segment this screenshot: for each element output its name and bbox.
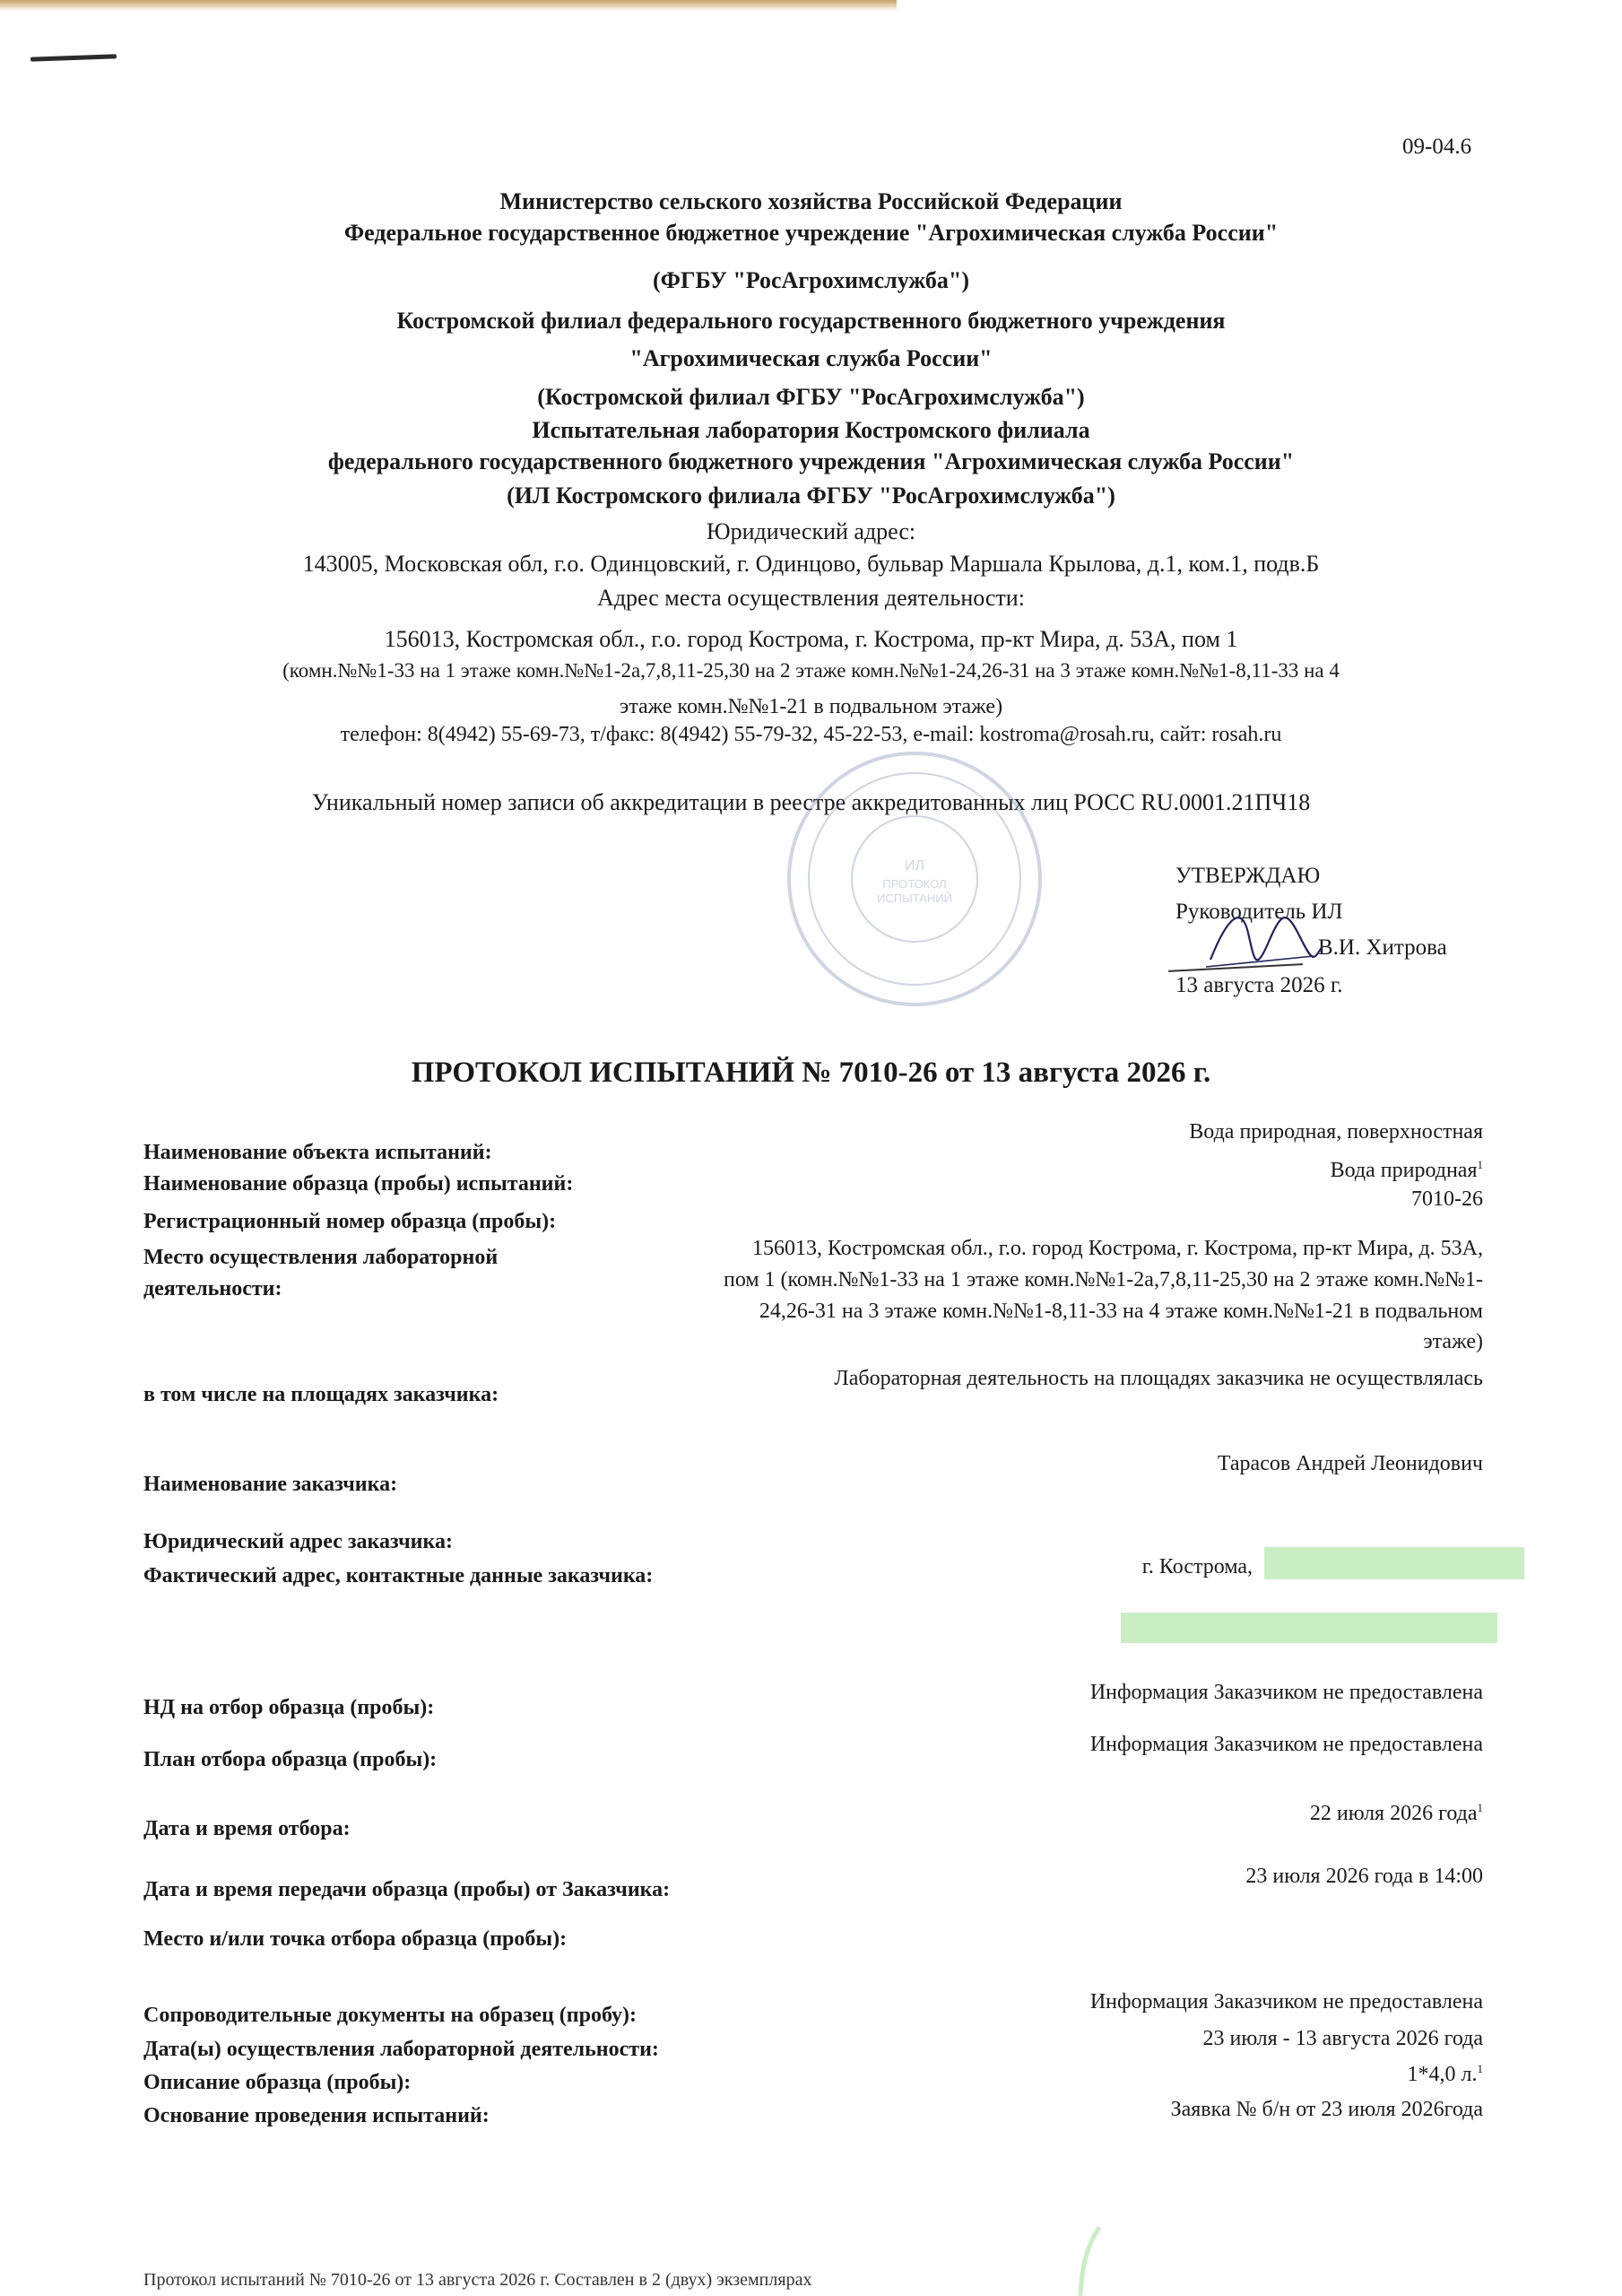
lab-short-name: (ИЛ Костромского филиала ФГБУ "РосАгрохимслужба") [507,483,1115,509]
accreditation-line: Уникальный номер записи об аккредитации в реестре аккредитованных лиц РОСС RU.0001.21ПЧ18 [311,789,1311,815]
field-label-sampling-point: Место и/или точка отбора образца (пробы): [143,1927,568,1951]
footnote-mark: 1 [1477,1801,1483,1814]
activity-address-line2: (комн.№№1-33 на 1 этаже комн.№№1-2а,7,8,11-25,30 на 2 этаже комн.№№1-24,26-31 на 3 этаже комн.№№1-8,11-33 на 4 [282,659,1340,682]
legal-address-label: Юридический адрес: [706,518,916,544]
field-value-sample-description: 1*4,0 л.$^1$ [1407,2062,1483,2086]
field-label-transfer-date: Дата и время передачи образца (пробы) от Заказчика: [143,1878,671,1901]
scan-edge [0,0,897,11]
field-label-customer-legal-address: Юридический адрес заказчика: [143,1530,453,1553]
field-value-customer-premises: Лабораторная деятельность на площадях заказчика не осуществлялась [834,1367,1483,1390]
ministry-name: Министерство сельского хозяйства Российской Федерации [499,188,1123,214]
field-label-lab-location: Место осуществления лабораторной деятельности: [143,1246,499,1300]
field-label-reg-number: Регистрационный номер образца (пробы): [143,1210,557,1233]
redaction-block [1121,1613,1497,1643]
field-value-test-object: Вода природная, поверхностная [1189,1120,1483,1144]
field-label-accompanying-docs: Сопроводительные документы на образец (пробу): [143,2004,638,2027]
field-label-sampling-date: Дата и время отбора: [143,1817,351,1840]
field-value-sample-name: Вода природная$^1$ [1330,1158,1483,1182]
contacts-line: телефон: 8(4942) 55-69-73, т/факс: 8(4942) 55-79-32, 45-22-53, e-mail: kostroma@rosah.ru, сайт: rosah.ru [340,723,1282,746]
branch-short-name: (Костромской филиал ФГБУ "РосАгрохимслужба") [537,384,1085,410]
lab-name-line2: федерального государственного бюджетного учреждения "Агрохимическая служба России" [327,448,1295,474]
approval-name: В.И. Хитрова [1318,935,1447,960]
footnote-mark: 1 [1477,1158,1483,1171]
field-value-transfer-date: 23 июля 2026 года в 14:00 [1245,1865,1483,1888]
field-value-sampling-date: 22 июля 2026 года$^1$ [1309,1801,1483,1825]
field-value-sampling-plan: Информация Заказчиком не предоставлена [1089,1733,1483,1756]
field-label-basis: Основание проведения испытаний: [143,2104,490,2127]
page-footer: Протокол испытаний № 7010-26 от 13 августа 2026 г. Составлен в 2 (двух) экземплярах [143,2270,812,2290]
highlighter-mark [1071,2224,1107,2296]
field-value-sampling-nd: Информация Заказчиком не предоставлена [1089,1681,1483,1704]
document-code: 09-04.6 [1402,135,1472,159]
activity-address-line1: 156013, Костромская обл., г.о. город Кострома, г. Кострома, пр-кт Мира, д. 53А, пом 1 [384,626,1238,652]
approval-title: УТВЕРЖДАЮ [1175,864,1321,888]
field-value-lab-location: 156013, Костромская обл., г.о. город Кострома, г. Кострома, пр-кт Мира, д. 53А, пом 1 (комн.№№1-33 на 1 этаже комн.№№1-2а,7,8,11-25,30 на 2 этаже комн.№№1-24,26-31 на 3 этаже комн.№№1-8,11-33 на 4 этаже комн.№№1-21 в подвальном этаже) [723,1237,1483,1354]
field-label-customer-actual-address: Фактический адрес, контактные данные заказчика: [143,1564,654,1587]
field-value-customer-name: Тарасов Андрей Леонидович [1217,1452,1483,1475]
field-label-sample-name: Наименование образца (пробы) испытаний: [143,1172,574,1196]
svg-text:ИЛ: ИЛ [905,858,924,874]
field-value-customer-actual-address: г. Кострома, [1141,1555,1253,1578]
field-value-accompanying-docs: Информация Заказчиком не предоставлена [1089,1990,1483,2013]
field-value-lab-dates: 23 июля - 13 августа 2026 года [1202,2027,1483,2050]
institution-short-name: (ФГБУ "РосАгрохимслужба") [652,267,970,293]
svg-text:ПРОТОКОЛ: ПРОТОКОЛ [882,877,947,891]
protocol-title: ПРОТОКОЛ ИСПЫТАНИЙ № 7010-26 от 13 августа 2026 г. [411,1057,1211,1089]
activity-address-label: Адрес места осуществления деятельности: [597,585,1025,611]
institution-name: Федеральное государственное бюджетное учреждение "Агрохимическая служба России" [343,220,1279,246]
approval-date: 13 августа 2026 г. [1175,973,1343,997]
approval-role: Руководитель ИЛ [1175,900,1343,924]
lab-name-line1: Испытательная лаборатория Костромского филиала [532,417,1090,443]
redaction-block [1264,1547,1524,1579]
field-label-sample-description: Описание образца (пробы): [143,2071,412,2094]
legal-address: 143005, Московская обл, г.о. Одинцовский, г. Одинцово, бульвар Маршала Крылова, д.1, ком.1, подв.Б [302,551,1320,577]
footnote-mark: 1 [1477,2062,1483,2075]
round-stamp [780,744,1049,1013]
field-label-sampling-nd: НД на отбор образца (пробы): [143,1696,435,1719]
svg-text:ИСПЫТАНИЙ: ИСПЫТАНИЙ [877,891,952,905]
field-label-customer-premises: в том числе на площадях заказчика: [143,1383,499,1406]
field-label-lab-dates: Дата(ы) осуществления лабораторной деятельности: [143,2038,659,2061]
signature [1201,897,1327,978]
field-label-customer-name: Наименование заказчика: [143,1473,398,1496]
field-label-sampling-plan: План отбора образца (пробы): [143,1748,438,1771]
branch-name-line1: Костромской филиал федерального государственного бюджетного учреждения [396,308,1226,334]
pen-mark [30,54,117,61]
field-label-test-object: Наименование объекта испытаний: [143,1141,492,1164]
branch-name-line2: "Агрохимическая служба России" [629,345,993,371]
field-value-reg-number: 7010-26 [1411,1187,1483,1211]
activity-address-line3: этаже комн.№№1-21 в подвальном этаже) [619,695,1003,718]
field-value-basis: Заявка № б/н от 23 июля 2026года [1170,2098,1483,2121]
